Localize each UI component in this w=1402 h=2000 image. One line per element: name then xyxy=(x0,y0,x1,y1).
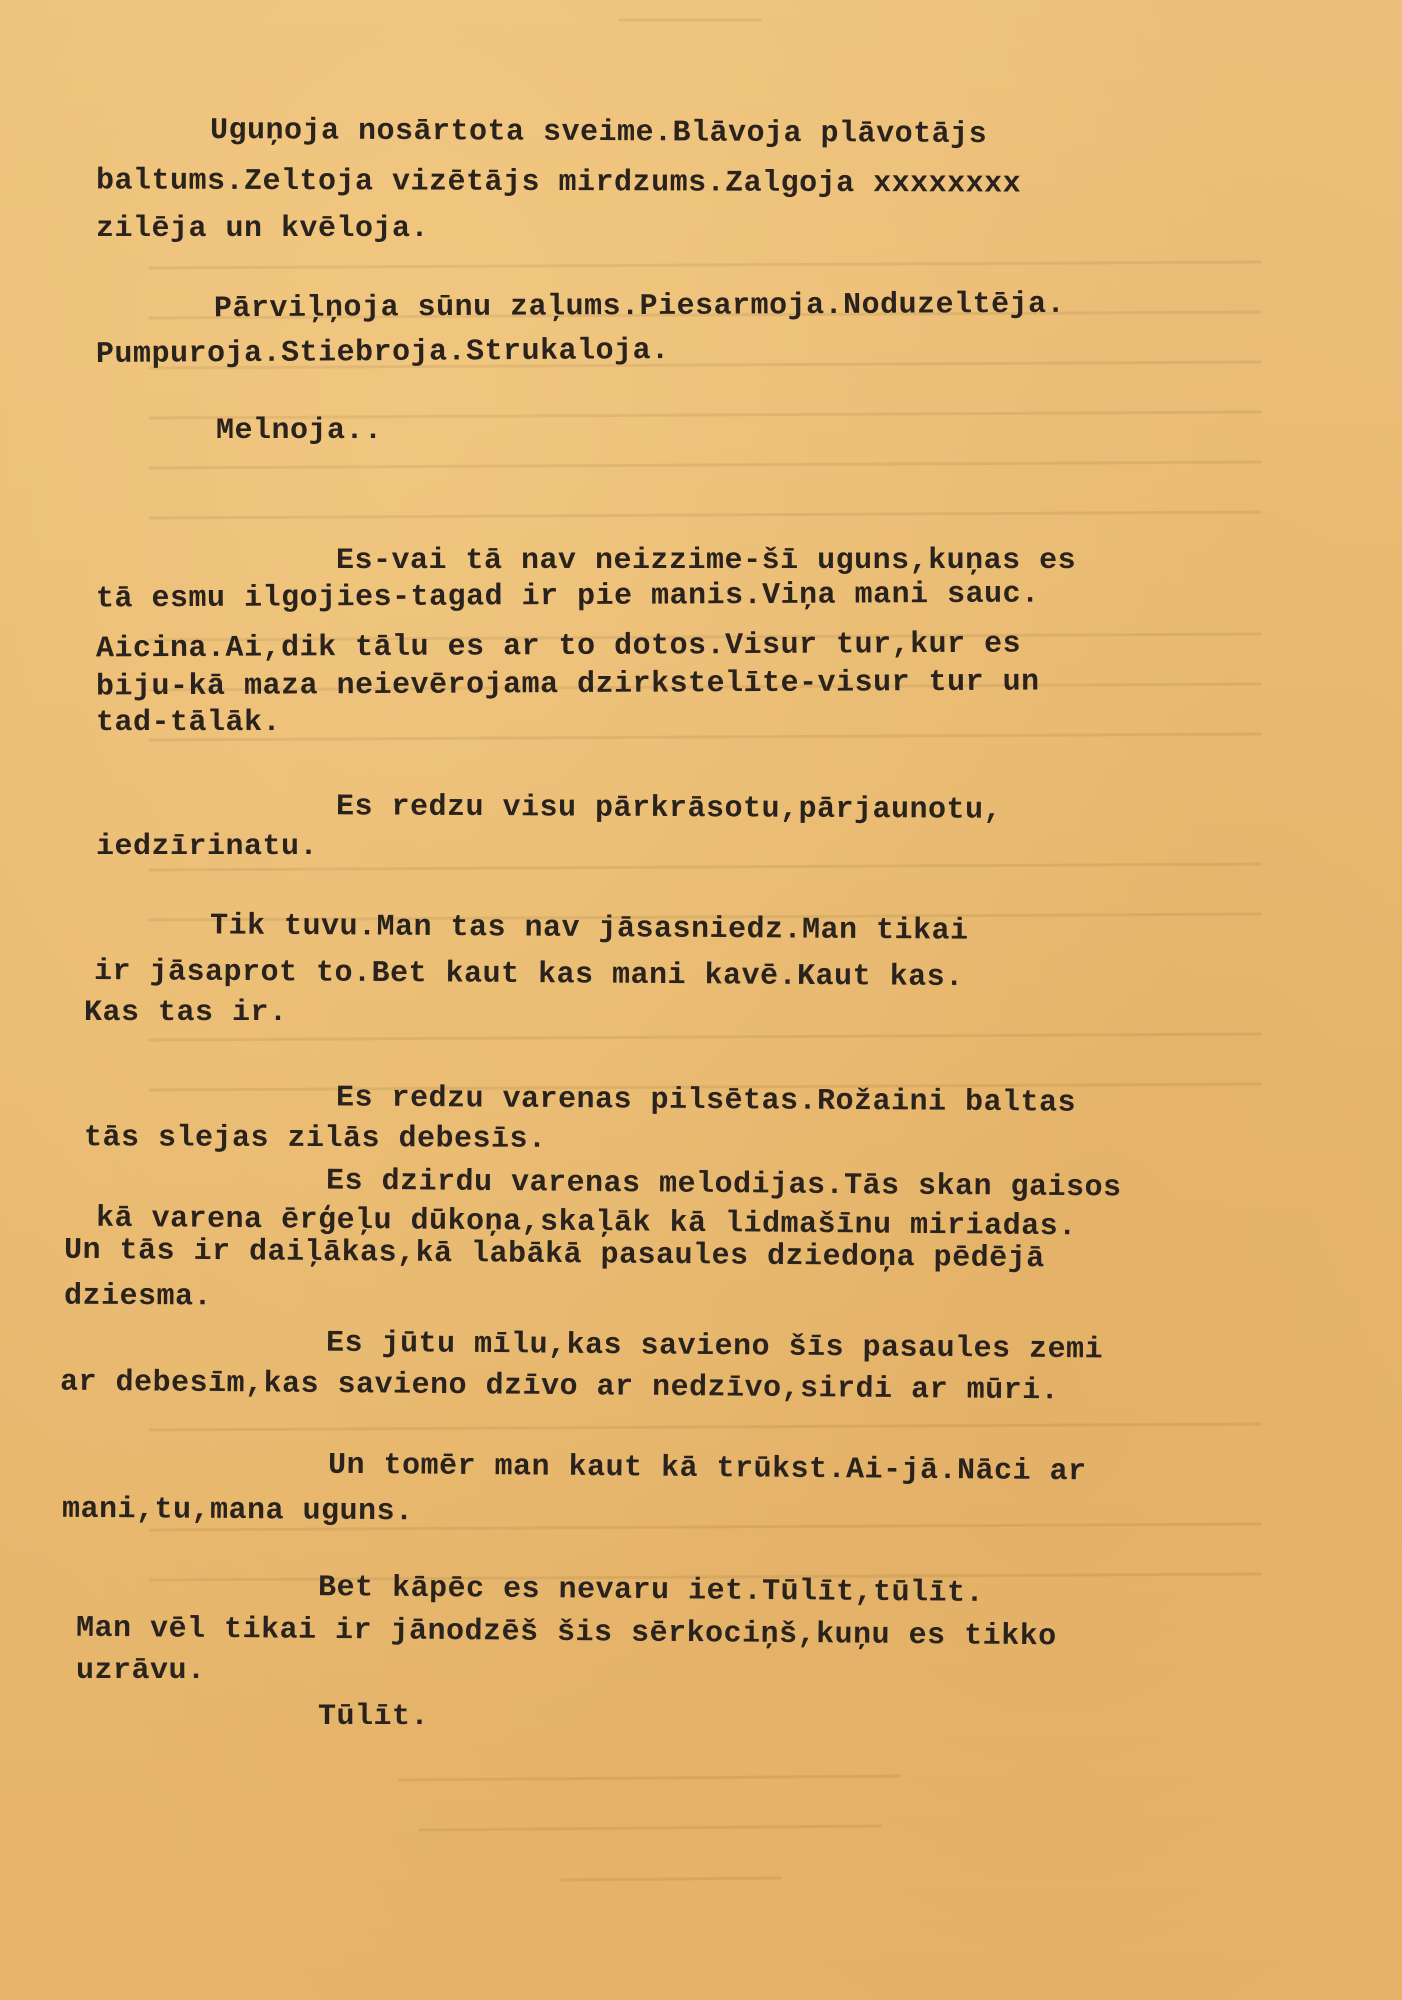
text-line: Uguņoja nosārtota sveime.Blāvoja plāvotājs xyxy=(209,113,988,153)
text-line: Es dzirdu varenas melodijas.Tās skan gaisos xyxy=(325,1164,1122,1206)
text-line: Bet kāpēc es nevaru iet.Tūlīt,tūlīt. xyxy=(317,1571,985,1611)
text-line: tās slejas zilās debesīs. xyxy=(83,1121,547,1157)
text-line: Un tās ir daiļākas,kā labākā pasaules dziedoņa pēdējā xyxy=(63,1233,1045,1277)
text-line: uzrāvu. xyxy=(76,1654,206,1688)
text-line: Es jūtu mīlu,kas savieno šīs pasaules zemi xyxy=(325,1326,1104,1368)
text-line: Es-vai tā nav neizzime-šī uguns,kuņas es xyxy=(336,544,1077,578)
text-line: Melnoja.. xyxy=(216,414,383,448)
text-line: ir jāsaprot to.Bet kaut kas mani kavē.Kaut kas. xyxy=(93,954,964,996)
text-line: Man vēl tikai ir jānodzēš šis sērkociņš,kuņu es tikko xyxy=(75,1611,1057,1655)
text-line: kā varena ērģeļu dūkoņa,skaļāk kā lidmašīnu miriadas. xyxy=(95,1201,1077,1245)
text-line: Tik tuvu.Man tas nav jāsasniedz.Man tikai xyxy=(209,909,969,949)
text-line: zilēja un kvēloja. xyxy=(96,212,430,246)
text-line: iedzīrinatu. xyxy=(96,830,319,864)
text-line: ar debesīm,kas savieno dzīvo ar nedzīvo,sirdi ar mūri. xyxy=(59,1365,1060,1409)
text-line: biju-kā maza neievērojama dzirkstelīte-visur tur un xyxy=(95,665,1040,705)
text-line: Un tomēr man kaut kā trūkst.Ai-jā.Nāci ar xyxy=(327,1448,1087,1490)
text-line: Kas tas ir. xyxy=(84,996,288,1030)
text-line: Aicina.Ai,dik tālu es ar to dotos.Visur tur,kur es xyxy=(95,627,1022,667)
text-line: dziesma. xyxy=(63,1279,213,1315)
text-line: Tūlīt. xyxy=(318,1700,430,1734)
text-line: Es redzu visu pārkrāsotu,pārjaunotu, xyxy=(335,790,1003,828)
text-line: tā esmu ilgojies-tagad ir pie manis.Viņa mani sauc. xyxy=(95,577,1040,617)
text-line: Es redzu varenas pilsētas.Rožaini baltas xyxy=(335,1081,1077,1121)
text-line: mani,tu,mana uguns. xyxy=(61,1492,414,1530)
text-line: Pārviļņoja sūnu zaļums.Piesarmoja.Noduzeltēja. xyxy=(213,287,1066,327)
text-line: baltums.Zeltoja vizētājs mirdzums.Zalgoja xxxxxxxx xyxy=(95,164,1022,202)
text-line: tad-tālāk. xyxy=(96,706,282,740)
text-line: Pumpuroja.Stiebroja.Strukaloja. xyxy=(95,333,670,373)
